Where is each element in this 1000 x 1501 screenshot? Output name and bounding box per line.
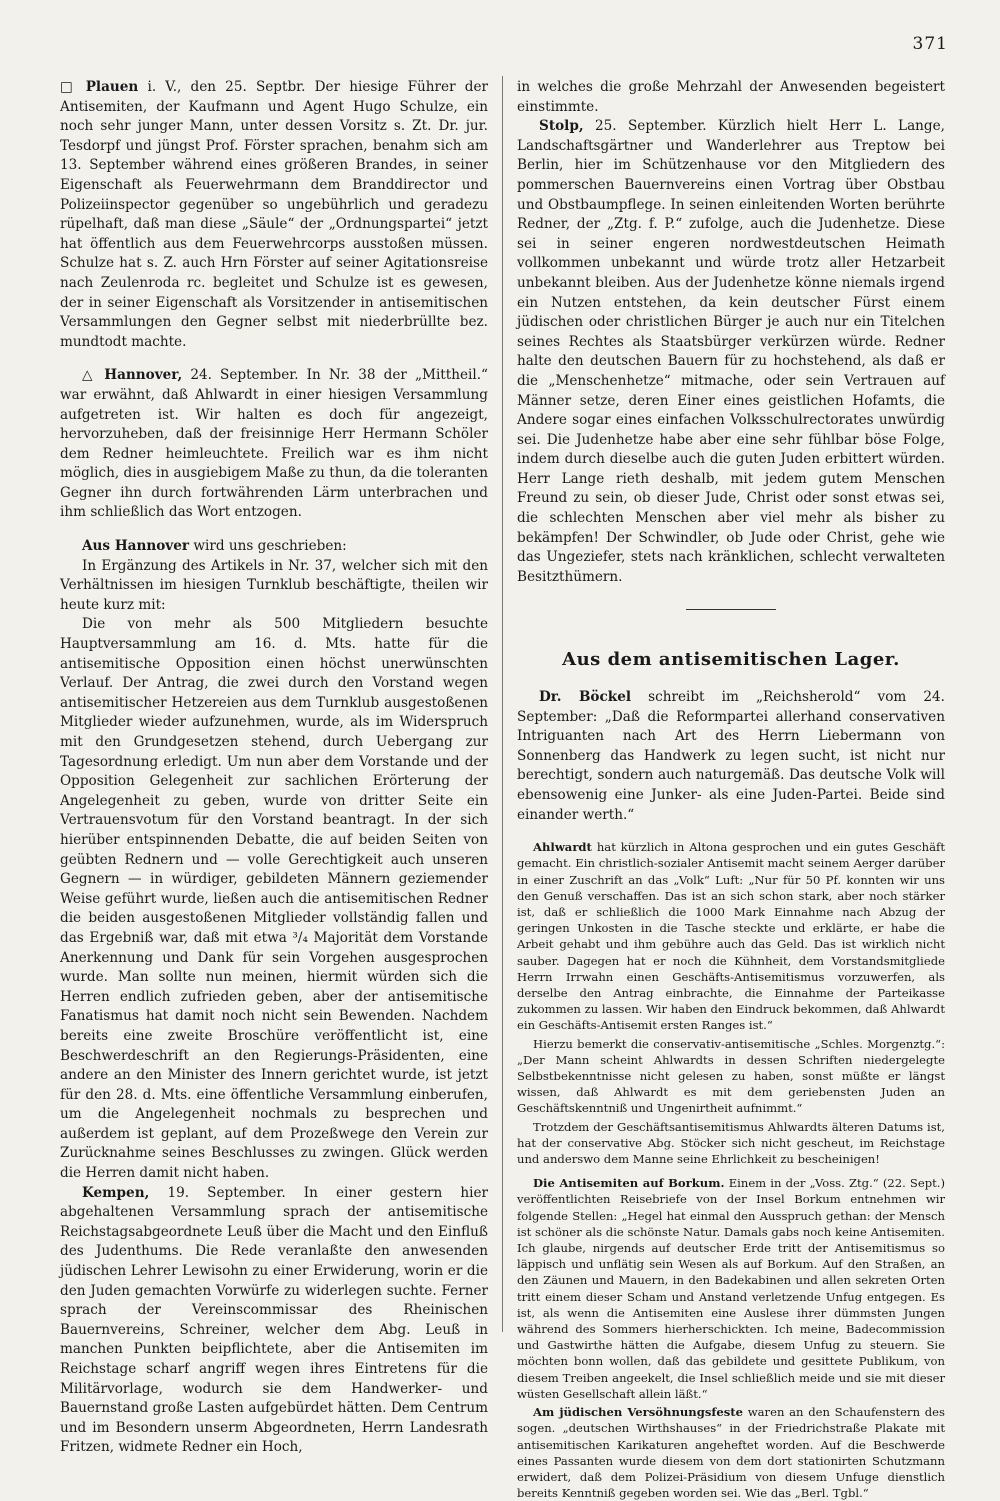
column-rule <box>502 76 503 1332</box>
article-ahlwardt-p3: Trotzdem der Geschäftsantisemitismus Ahlwardts älteren Datums ist, hat der conservative Abg. Stöcker sich nicht gescheut, im Reichstage und anderswo dem Manne seine Ehrlichkeit zu bescheinigen! <box>517 1119 945 1167</box>
page-number: 371 <box>912 34 948 54</box>
article-text: waren an den Schaufenstern des sogen. „deutschen Wirthshauses“ in der Friedrichstraße Plakate mit antisemitischen Karikaturen angeheftet worden. Auf die Beschwerde eines Passanten wurde diesem von dem dort stationirten Schutzmann erwidert, daß dem Polizei-Präsidium von diesem Unfuge dienstlich bereits Kenntniß gegeben worden sei. Wie das „Berl. Tgbl.“ <box>517 1405 945 1501</box>
article-versoehnungsfest <box>517 1404 945 1501</box>
article-aus-hannover-p2: Die von mehr als 500 Mitgliedern besuchte Hauptversammlung am 16. d. Mts. hatte für die antisemitische Opposition einen höchst unerwünschten Verlauf. Der Antrag, die zwei durch den Vorstand wegen antisemitischer Hetzereien aus dem Turnklub ausgestoßenen Mitglieder wieder aufzunehmen, wurde, als im Widerspruch mit den Grundgesetzen stehend, durch Uebergang zur Tagesordnung erledigt. Um nun aber dem Vorstande und der Opposition Gelegenheit zur sachlichen Erörterung der Angelegenheit zu geben, wurde von dritter Seite ein Vertrauensvotum für den Vorstand beantragt. In der sich hierüber entspinnenden Debatte, die auf beiden Seiten von geübten Rednern und — volle Gerechtigkeit auch unseren Gegnern — in würdiger, gebildeten Männern geziemender Weise geführt wurde, ließen auch die antisemitischen Redner die beiden ausgestoßenen Mitglieder vollständig fallen und das Ergebniß war, daß mit etwa ³/₄ Majorität dem Vorstande Anerkennung und Dank für sein Vorgehen ausgesprochen wurde. Man sollte nun meinen, hiermit würden sich die Herren endlich zufrieden geben, aber der antisemitische Fanatismus hat damit noch nicht sein Bewenden. Nachdem bereits eine zweite Broschüre veröffentlicht ist, eine Beschwerdeschrift an den Regierungs-Präsidenten, eine andere an den Minister des Innern gerichtet wurde, ist jetzt für den 28. d. Mts. eine öffentliche Versammlung einberufen, um die Angelegenheit nochmals zu besprechen und außerdem ist geplant, auf dem Prozeßwege den Verein zur Zurücknahme seines Beschlusses zu zwingen. Glück werden die Herren damit nicht haben. <box>60 616 488 1182</box>
article-boeckel <box>517 688 945 825</box>
article-place: Plauen <box>85 79 139 95</box>
article-ahlwardt-p2: Hierzu bemerkt die conservativ-antisemitische „Schles. Morgenztg.“: „Der Mann scheint Ahlwardts in dessen Schriften niedergelegte Selbstbekenntnisse nicht gelesen zu haben, sonst müßte er längst wissen, daß Ahlwardt es mit dem geriebensten Juden an Geschäftskenntniß und Ungenirtheit aufnimmt.“ <box>517 1036 945 1116</box>
article-name: Dr. Böckel <box>539 689 632 706</box>
article-text: hat kürzlich in Altona gesprochen und ein gutes Geschäft gemacht. Ein christlich-sozialer Antisemit macht seinem Aerger darüber in einer Zuschrift an das „Volk“ Luft: „Nur für 50 Pf. konnten wir uns den Genuß verschaffen. Das ist an sich schon stark, aber noch stärker ist, daß er schließlich die 1000 Mark Einnahme nach Abzug der geringen Unkosten in die Tasche steckte und erklärte, er habe die Arbeit gehabt und ihm gebühre auch das Geld. Das ist wirklich nicht sauber. Dagegen hat er noch die Kühnheit, dem Vorstandsmitgliede Herrn Irrwahn einen Geschäfts-Antisemitismus vorzuwerfen, als derselbe den Antrag einbrachte, die Einnahme der Parteikasse zukommen zu lassen. Wir haben den Eindruck bekommen, daß Ahlwardt ein Geschäfts-Antisemit ersten Ranges ist.“ <box>517 840 945 1033</box>
article-hannover <box>60 366 488 523</box>
article-plauen <box>60 78 488 352</box>
article-place: Kempen, <box>82 1184 150 1201</box>
article-stolp <box>517 117 945 587</box>
section-divider <box>686 609 776 610</box>
article-place: Hannover, <box>104 367 183 384</box>
right-column <box>517 78 945 1501</box>
article-place: Aus Hannover <box>82 538 190 555</box>
article-borkum <box>517 1175 945 1402</box>
article-text: schreibt im „Reichsherold“ vom 24. September: „Daß die Reformpartei allerhand conservativen Intriguanten nach Art des Herrn Liebermann von Sonnenberg das Handwerk zu legen sucht, ist nicht nur berechtigt, sondern auch naturgemäß. Das deutsche Volk will ebensowenig eine Junker- als eine Juden-Partei. Beide sind einander werth.“ <box>517 689 946 823</box>
left-column <box>60 78 488 1458</box>
article-text: Einem in der „Voss. Ztg.“ (22. Sept.) veröffentlichten Reisebriefe von der Insel Borkum entnehmen wir folgende Stellen: „Hegel hat einmal den Ausspruch gethan: der Mensch ist schöner als die schönste Natur. Damals gabs noch keine Antisemiten. Ich glaube, nirgends auf deutscher Erde tritt der Antisemitismus so läppisch und unflätig sein Wesen als auf Borkum. Auf den Straßen, an den Zäunen und Mauern, in den Badekabinen und allen sekreten Orten tritt einem dieser Scham und Anstand verletzende Unfug entgegen. Es ist, als wenn die Antisemiten eine Auslese ihrer dümmsten Jungen während des Sommers hierherschickten. Ich meine, Badecommission und Gastwirthe hätten die Aufgabe, diesem Unfug zu steuern. Sie möchten bonn wollen, daß das gebildete und gesittete Publikum, von diesem Treiben angeekelt, die Insel schließlich meide und sie mit dieser wüsten Gesellschaft allein läßt.“ <box>517 1176 946 1401</box>
square-symbol-icon: □ <box>60 79 78 95</box>
article-ahlwardt <box>517 839 945 1033</box>
article-name: Am jüdischen Versöhnungsfeste <box>533 1405 743 1420</box>
article-text: i. V., den 25. Septbr. Der hiesige Führer der Antisemiten, der Kaufmann und Agent Hugo Schulze, ein noch sehr junger Mann, unter dessen Vorsitz s. Zt. Dr. jur. Tesdorpf und jüngst Prof. Förster sprachen, benahm sich am 13. September während eines größeren Brandes, in seiner Eigenschaft als Feuerwehrmann dem Branddirector und Polizeiinspector gegenüber so ungebührlich und geradezu rüpelhaft, daß man diese „Säule“ der „Ordnungspartei“ jetzt hat öffentlich aus dem Feuerwehrcorps ausstoßen müssen. Schulze hat s. Z. auch Hrn Förster auf seiner Agitationsreise nach Zeulenroda rc. begleitet und Schulze ist es gewesen, der in seiner Eigenschaft als Vorsitzender in antisemitischen Versammlungen den Gegner selbst mit niederbrüllte bez. mundtodt machte. <box>60 79 488 350</box>
article-text: 19. September. In einer gestern hier abgehaltenen Versammlung sprach der antisemitische Reichstagsabgeordnete Leuß über die Macht und den Einfluß des Judenthums. Die Rede veranlaßte den anwesenden jüdischen Lehrer Lewisohn zu einer Erwiderung, worin er die den Juden gemachten Vorwürfe zu widerlegen suchte. Ferner sprach der Vereinscommissar des Rheinischen Bauernvereins, Schreiner, welcher dem Abg. Leuß in manchen Punkten beipflichtete, aber die Antisemiten im Reichstage scharf angriff wegen ihres Eintretens für die Militärvorlage, wodurch sie dem Handwerker- und Bauernstand große Lasten aufgebürdet hätten. Dem Centrum und im Besondern unserm Abgeordneten, Herrn Landesrath Fritzen, widmete Redner ein Hoch, <box>60 1184 489 1456</box>
triangle-symbol-icon: △ <box>82 367 97 384</box>
article-place: Stolp, <box>539 118 584 135</box>
article-aus-hannover-p1: In Ergänzung des Artikels in Nr. 37, welcher sich mit den Verhältnissen im hiesigen Turnklub beschäftigte, theilen wir heute kurz mit: <box>60 557 488 613</box>
article-aus-hannover-intro <box>60 537 488 557</box>
article-text: wird uns geschrieben: <box>193 538 347 555</box>
article-name: Ahlwardt <box>533 840 592 855</box>
article-kempen <box>60 1184 488 1458</box>
article-text: 25. September. Kürzlich hielt Herr L. Lange, Landschaftsgärtner und Wanderlehrer aus Treptow bei Berlin, hier im Schützenhause vor den Mitgliedern des pommerschen Bauernvereins einen Vortrag über Obstbau und Obstbaumpflege. In seinen einleitenden Worten berührte Redner, der „Ztg. f. P.“ zufolge, auch die Judenhetze. Diese sei in seiner engeren nordwestdeutschen Heimath vollkommen unbekannt und würde trotz aller Hetzarbeit unbekannt bleiben. Aus der Judenhetze könne niemals irgend ein Nutzen entstehen, da kein deutscher Fürst einem jüdischen oder christlichen Bürger je auch nur ein Titelchen seines Rechtes als Staatsbürger verkürzen würde. Redner halte den deutschen Bauern für zu hochstehend, als daß er die „Menschenhetze“ mitmache, oder sein Vertrauen auf Männer setze, deren Einer eines geistlichen Hofamts, die Andere sogar eines einfachen Volksschulrectorates unwürdig sei. Die Judenhetze habe aber eine sehr fühlbar böse Folge, indem durch dieselbe auch die guten Juden erbittert würden. Herr Lange rieth deshalb, mit jedem gutem Menschen Freund zu sein, ob dieser Jude, Christ oder sonst etwas sei, die schlechten Menschen aber viel mehr als bisher zu bekämpfen! Der Schwindler, ob Jude oder Christ, gehe wie das Ungeziefer, stets nach kränklichen, schlecht verwalteten Besitzthümern. <box>517 118 945 585</box>
article-text: 24. September. In Nr. 38 der „Mittheil.“ war erwähnt, daß Ahlwardt in einer hiesigen Versammlung aufgetreten ist. Wir halten es doch für angezeigt, hervorzuheben, daß der freisinnige Herr Hermann Schöler dem Redner heimleuchtete. Freilich war es ihm nicht möglich, dies in ausgiebigem Maße zu thun, da die toleranten Gegner ihn durch fortwährenden Lärm unterbrachen und ihm schließlich das Wort entzogen. <box>60 367 488 521</box>
small-print-section <box>517 839 945 1501</box>
article-name: Die Antisemiten auf Borkum. <box>533 1176 725 1191</box>
article-kempen-continued: in welches die große Mehrzahl der Anwesenden begeistert einstimmte. <box>517 79 945 115</box>
section-title: Aus dem antisemitischen Lager. <box>562 649 900 671</box>
